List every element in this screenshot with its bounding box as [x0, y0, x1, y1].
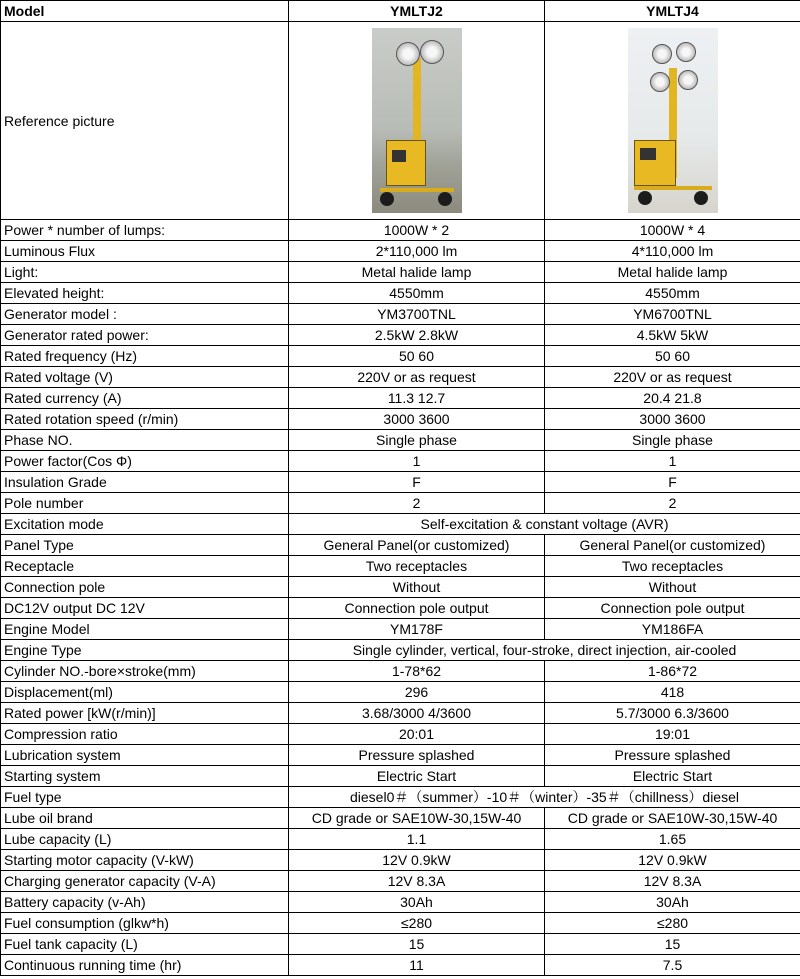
- header-row: [1, 1, 800, 22]
- spec-row: [1, 472, 800, 493]
- spec-value-2: F: [545, 472, 800, 493]
- spec-value-1: F: [289, 472, 545, 493]
- spec-label: Luminous Flux: [1, 241, 289, 262]
- spec-label: Engine Model: [1, 619, 289, 640]
- spec-value-1: 2: [289, 493, 545, 514]
- reference-picture-label: Reference picture: [1, 22, 289, 220]
- spec-label: Lube capacity (L): [1, 829, 289, 850]
- spec-row: [1, 388, 800, 409]
- spec-row: [1, 346, 800, 367]
- spec-row: [1, 934, 800, 955]
- spec-value-2: 12V 8.3A: [545, 871, 800, 892]
- spec-value-2: YM6700TNL: [545, 304, 800, 325]
- spec-label: Receptacle: [1, 556, 289, 577]
- spec-value-2: 4.5kW 5kW: [545, 325, 800, 346]
- spec-value-2: 418: [545, 682, 800, 703]
- spec-value-1: 1-78*62: [289, 661, 545, 682]
- spec-value-2: YM186FA: [545, 619, 800, 640]
- spec-label: Cylinder NO.-bore×stroke(mm): [1, 661, 289, 682]
- spec-label: Lubrication system: [1, 745, 289, 766]
- spec-value-2: Metal halide lamp: [545, 262, 800, 283]
- spec-value-2: 50 60: [545, 346, 800, 367]
- spec-value-1: 3.68/3000 4/3600: [289, 703, 545, 724]
- spec-row: [1, 451, 800, 472]
- model-col-1-header: YMLTJ2: [289, 1, 545, 22]
- spec-value-1: Two receptacles: [289, 556, 545, 577]
- spec-label: Continuous running time (hr): [1, 955, 289, 976]
- spec-label: Rated power [kW(r/min)]: [1, 703, 289, 724]
- spec-value-1: 3000 3600: [289, 409, 545, 430]
- spec-label: Rated frequency (Hz): [1, 346, 289, 367]
- spec-label: Light:: [1, 262, 289, 283]
- spec-label: Generator model :: [1, 304, 289, 325]
- spec-value-1: CD grade or SAE10W-30,15W-40: [289, 808, 545, 829]
- spec-row: [1, 703, 800, 724]
- spec-value-2: 15: [545, 934, 800, 955]
- spec-label: DC12V output DC 12V: [1, 598, 289, 619]
- spec-label: Lube oil brand: [1, 808, 289, 829]
- spec-value-1: Electric Start: [289, 766, 545, 787]
- spec-label: Starting system: [1, 766, 289, 787]
- spec-value-1: 2*110,000 lm: [289, 241, 545, 262]
- spec-row: [1, 829, 800, 850]
- spec-value-1: Connection pole output: [289, 598, 545, 619]
- spec-row: [1, 493, 800, 514]
- spec-row: [1, 430, 800, 451]
- spec-value-2: Pressure splashed: [545, 745, 800, 766]
- spec-value-1: YM3700TNL: [289, 304, 545, 325]
- spec-value-2: 20.4 21.8: [545, 388, 800, 409]
- spec-value-2: 2: [545, 493, 800, 514]
- spec-row: [1, 661, 800, 682]
- spec-label: Generator rated power:: [1, 325, 289, 346]
- spec-label: Rated voltage (V): [1, 367, 289, 388]
- spec-value-2: General Panel(or customized): [545, 535, 800, 556]
- spec-value-2: 5.7/3000 6.3/3600: [545, 703, 800, 724]
- spec-row: [1, 871, 800, 892]
- spec-row: [1, 640, 800, 661]
- spec-shared-value: Self-excitation & constant voltage (AVR): [289, 514, 800, 535]
- spec-value-2: 1-86*72: [545, 661, 800, 682]
- spec-row: [1, 535, 800, 556]
- spec-value-2: Electric Start: [545, 766, 800, 787]
- spec-label: Excitation mode: [1, 514, 289, 535]
- spec-label: Displacement(ml): [1, 682, 289, 703]
- spec-value-1: 15: [289, 934, 545, 955]
- spec-value-1: Single phase: [289, 430, 545, 451]
- spec-label: Power * number of lumps:: [1, 220, 289, 241]
- model-col-2-header: YMLTJ4: [545, 1, 800, 22]
- spec-value-1: Pressure splashed: [289, 745, 545, 766]
- spec-value-2: 4*110,000 lm: [545, 241, 800, 262]
- spec-label: Engine Type: [1, 640, 289, 661]
- spec-row: [1, 619, 800, 640]
- spec-label: Battery capacity (v-Ah): [1, 892, 289, 913]
- spec-value-2: 1000W * 4: [545, 220, 800, 241]
- reference-picture-cell-1: [289, 22, 545, 220]
- spec-value-1: 20:01: [289, 724, 545, 745]
- spec-row: [1, 892, 800, 913]
- spec-value-2: Without: [545, 577, 800, 598]
- spec-row: [1, 220, 800, 241]
- spec-value-1: Without: [289, 577, 545, 598]
- spec-row: [1, 283, 800, 304]
- spec-value-1: 12V 8.3A: [289, 871, 545, 892]
- spec-value-1: 4550mm: [289, 283, 545, 304]
- spec-value-1: 11.3 12.7: [289, 388, 545, 409]
- spec-value-1: 1000W * 2: [289, 220, 545, 241]
- spec-label: Charging generator capacity (V-A): [1, 871, 289, 892]
- spec-label: Panel Type: [1, 535, 289, 556]
- light-tower-four-lamp-photo: [628, 28, 718, 213]
- spec-shared-value: Single cylinder, vertical, four-stroke, direct injection, air-cooled: [289, 640, 800, 661]
- spec-row: [1, 682, 800, 703]
- spec-value-1: General Panel(or customized): [289, 535, 545, 556]
- spec-label: Fuel consumption (glkw*h): [1, 913, 289, 934]
- reference-picture-cell-2: [545, 22, 800, 220]
- spec-value-2: 1.65: [545, 829, 800, 850]
- spec-value-2: 220V or as request: [545, 367, 800, 388]
- spec-value-2: Single phase: [545, 430, 800, 451]
- model-header: Model: [1, 1, 289, 22]
- spec-value-1: 50 60: [289, 346, 545, 367]
- spec-value-2: CD grade or SAE10W-30,15W-40: [545, 808, 800, 829]
- spec-label: Insulation Grade: [1, 472, 289, 493]
- spec-row: [1, 850, 800, 871]
- spec-row: [1, 514, 800, 535]
- spec-value-2: 1: [545, 451, 800, 472]
- spec-value-1: 11: [289, 955, 545, 976]
- spec-value-1: 30Ah: [289, 892, 545, 913]
- reference-picture-row: [1, 22, 800, 220]
- spec-value-2: ≤280: [545, 913, 800, 934]
- spec-row: [1, 409, 800, 430]
- spec-value-2: 3000 3600: [545, 409, 800, 430]
- spec-label: Fuel tank capacity (L): [1, 934, 289, 955]
- light-tower-two-lamp-photo: [372, 28, 462, 213]
- spec-value-2: 12V 0.9kW: [545, 850, 800, 871]
- spec-value-1: 2.5kW 2.8kW: [289, 325, 545, 346]
- spec-label: Compression ratio: [1, 724, 289, 745]
- spec-label: Connection pole: [1, 577, 289, 598]
- spec-row: [1, 304, 800, 325]
- spec-row: [1, 787, 800, 808]
- spec-label: Rated currency (A): [1, 388, 289, 409]
- spec-value-1: 220V or as request: [289, 367, 545, 388]
- spec-value-2: 19:01: [545, 724, 800, 745]
- spec-value-1: YM178F: [289, 619, 545, 640]
- spec-row: [1, 955, 800, 976]
- spec-row: [1, 724, 800, 745]
- spec-row: [1, 241, 800, 262]
- spec-row: [1, 325, 800, 346]
- spec-shared-value: diesel0＃（summer）-10＃（winter）-35＃（chillness）diesel: [289, 787, 800, 808]
- spec-row: [1, 913, 800, 934]
- spec-row: [1, 262, 800, 283]
- spec-value-1: 12V 0.9kW: [289, 850, 545, 871]
- spec-row: [1, 598, 800, 619]
- spec-value-2: Two receptacles: [545, 556, 800, 577]
- spec-value-2: 7.5: [545, 955, 800, 976]
- spec-label: Pole number: [1, 493, 289, 514]
- spec-value-1: ≤280: [289, 913, 545, 934]
- spec-label: Fuel type: [1, 787, 289, 808]
- spec-value-1: 1: [289, 451, 545, 472]
- spec-label: Rated rotation speed (r/min): [1, 409, 289, 430]
- spec-label: Starting motor capacity (V-kW): [1, 850, 289, 871]
- spec-value-1: 1.1: [289, 829, 545, 850]
- spec-value-2: Connection pole output: [545, 598, 800, 619]
- spec-label: Power factor(Cos Φ): [1, 451, 289, 472]
- spec-row: [1, 577, 800, 598]
- spec-value-1: Metal halide lamp: [289, 262, 545, 283]
- spec-row: [1, 808, 800, 829]
- spec-row: [1, 766, 800, 787]
- spec-value-1: 296: [289, 682, 545, 703]
- spec-row: [1, 556, 800, 577]
- spec-label: Phase NO.: [1, 430, 289, 451]
- spec-value-2: 30Ah: [545, 892, 800, 913]
- spec-row: [1, 367, 800, 388]
- spec-row: [1, 745, 800, 766]
- spec-label: Elevated height:: [1, 283, 289, 304]
- spec-value-2: 4550mm: [545, 283, 800, 304]
